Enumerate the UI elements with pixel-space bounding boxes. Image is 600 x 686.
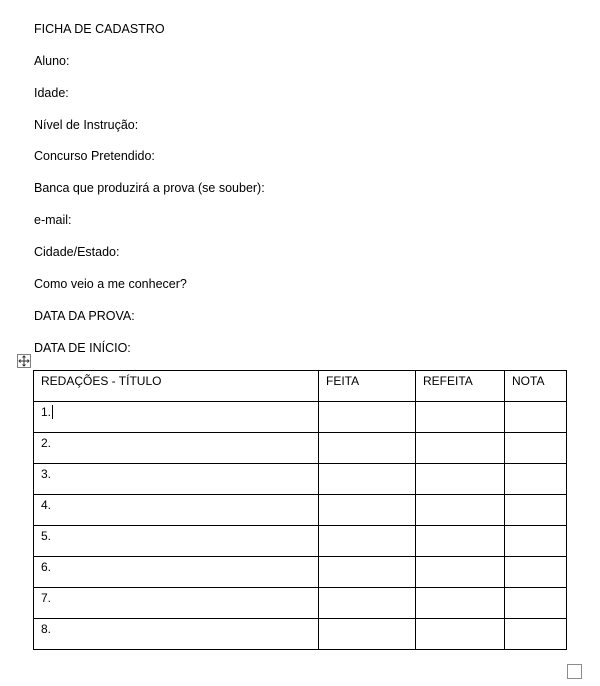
field-cidade-estado: Cidade/Estado: bbox=[34, 245, 120, 259]
field-data-inicio: DATA DE INÍCIO: bbox=[34, 341, 131, 355]
header-refeita[interactable]: REFEITA bbox=[416, 371, 505, 402]
cell-feita[interactable] bbox=[319, 433, 416, 464]
cell-nota[interactable] bbox=[505, 402, 567, 433]
cell-refeita[interactable] bbox=[416, 464, 505, 495]
cell-nota[interactable] bbox=[505, 619, 567, 650]
cell-nota[interactable] bbox=[505, 557, 567, 588]
header-nota[interactable]: NOTA bbox=[505, 371, 567, 402]
table-move-handle[interactable] bbox=[17, 354, 31, 368]
table-row bbox=[34, 464, 567, 495]
cell-nota[interactable] bbox=[505, 433, 567, 464]
cell-feita[interactable] bbox=[319, 526, 416, 557]
table-row bbox=[34, 495, 567, 526]
cell-titulo[interactable]: 6. bbox=[34, 557, 319, 588]
cell-nota[interactable] bbox=[505, 495, 567, 526]
cell-refeita[interactable] bbox=[416, 402, 505, 433]
field-concurso: Concurso Pretendido: bbox=[34, 149, 155, 163]
table-row bbox=[34, 588, 567, 619]
essay-table bbox=[33, 370, 567, 650]
cell-refeita[interactable] bbox=[416, 588, 505, 619]
cell-nota[interactable] bbox=[505, 588, 567, 619]
header-redacoes-titulo[interactable]: REDAÇÕES - TÍTULO bbox=[34, 371, 319, 402]
cell-feita[interactable] bbox=[319, 402, 416, 433]
table-header-row bbox=[34, 371, 567, 402]
cell-feita[interactable] bbox=[319, 619, 416, 650]
cell-feita[interactable] bbox=[319, 495, 416, 526]
text-cursor bbox=[52, 405, 53, 419]
square-resize-icon[interactable] bbox=[567, 664, 582, 679]
field-como-conheceu: Como veio a me conhecer? bbox=[34, 277, 187, 291]
field-email: e-mail: bbox=[34, 213, 72, 227]
table-row bbox=[34, 557, 567, 588]
table-row bbox=[34, 402, 567, 433]
form-title: FICHA DE CADASTRO bbox=[34, 22, 165, 36]
cell-refeita[interactable] bbox=[416, 495, 505, 526]
field-banca: Banca que produzirá a prova (se souber): bbox=[34, 181, 265, 195]
cell-nota[interactable] bbox=[505, 526, 567, 557]
cell-titulo[interactable]: 4. bbox=[34, 495, 319, 526]
four-arrows-move-icon bbox=[18, 355, 30, 367]
field-nivel-instrucao: Nível de Instrução: bbox=[34, 118, 139, 132]
cell-feita[interactable] bbox=[319, 557, 416, 588]
cell-refeita[interactable] bbox=[416, 433, 505, 464]
row-number: 1. bbox=[41, 405, 52, 419]
cell-titulo[interactable]: 2. bbox=[34, 433, 319, 464]
cell-refeita[interactable] bbox=[416, 557, 505, 588]
table-row bbox=[34, 433, 567, 464]
cell-titulo[interactable]: 8. bbox=[34, 619, 319, 650]
cell-feita[interactable] bbox=[319, 464, 416, 495]
table-row bbox=[34, 619, 567, 650]
field-aluno: Aluno: bbox=[34, 54, 70, 68]
cell-feita[interactable] bbox=[319, 588, 416, 619]
cell-refeita[interactable] bbox=[416, 619, 505, 650]
header-feita[interactable]: FEITA bbox=[319, 371, 416, 402]
cell-titulo[interactable]: 7. bbox=[34, 588, 319, 619]
field-idade: Idade: bbox=[34, 86, 69, 100]
cell-titulo[interactable]: 5. bbox=[34, 526, 319, 557]
cell-nota[interactable] bbox=[505, 464, 567, 495]
field-data-prova: DATA DA PROVA: bbox=[34, 309, 135, 323]
cell-refeita[interactable] bbox=[416, 526, 505, 557]
cell-titulo[interactable] bbox=[34, 402, 319, 433]
table-row bbox=[34, 526, 567, 557]
cell-titulo[interactable]: 3. bbox=[34, 464, 319, 495]
